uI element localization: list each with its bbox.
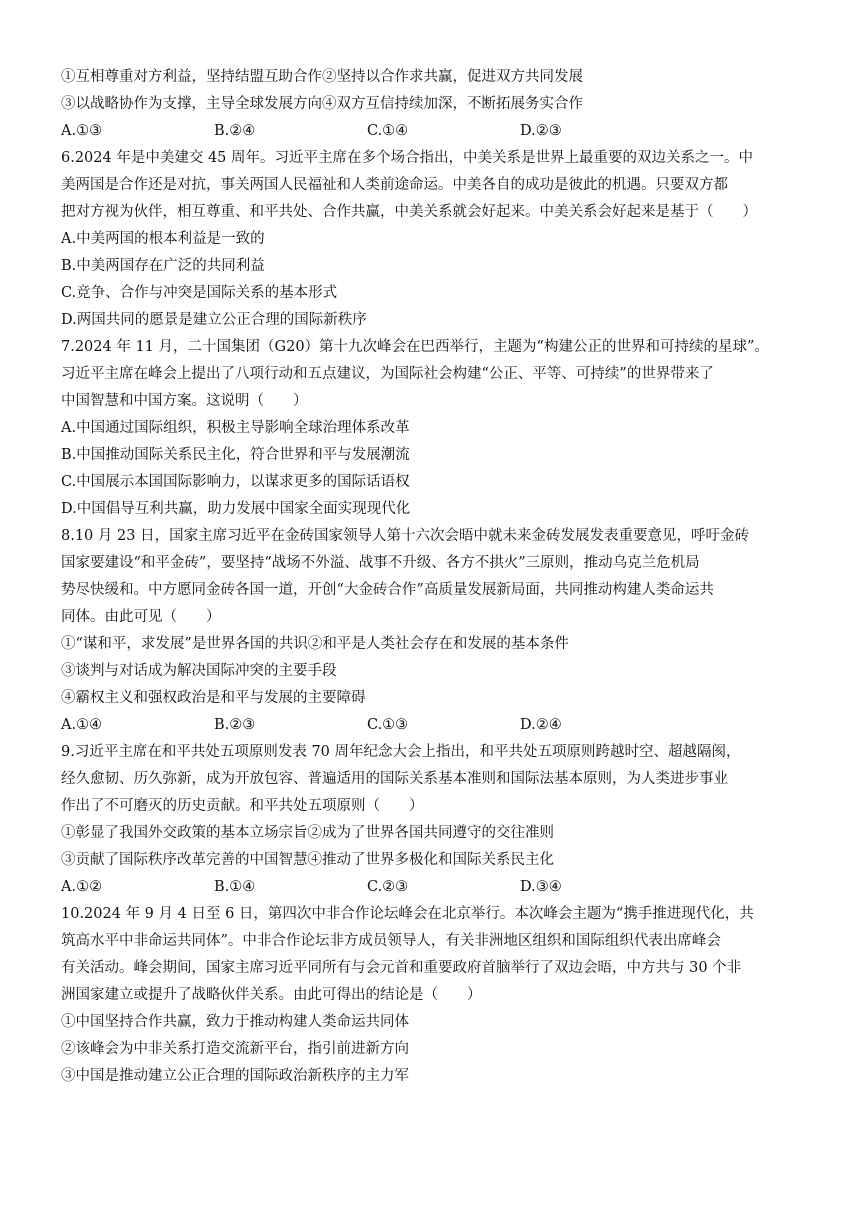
q8-stem-line: 势尽快缓和。中方愿同金砖各国一道，开创“大金砖合作”高质量发展新局面，共同推动构建人类命运共 — [61, 582, 714, 598]
q8-stem-line: 国家要建设“和平金砖”，要坚持“战场不外溢、战事不升级、各方不拱火”三原则，推动乌克兰危机局 — [61, 555, 700, 571]
q6-option-c: C.竞争、合作与冲突是国际关系的基本形式 — [61, 285, 338, 301]
option-d: D.②③ — [520, 123, 562, 139]
option-b: B.②④ — [214, 123, 256, 139]
q7-stem-line: 7.2024 年 11 月，二十国集团（G20）第十九次峰会在巴西举行，主题为“构建公正的世界和可持续的星球”。 — [61, 339, 769, 355]
q9-stem-line: 经久愈韧、历久弥新，成为开放包容、普遍适用的国际关系基本准则和国际法基本原则，为人类进步事业 — [61, 771, 728, 787]
q7-stem-line: 习近平主席在峰会上提出了八项行动和五点建议，为国际社会构建“公正、平等、可持续”的世界带来了 — [61, 366, 714, 382]
q10-stem-line: 有关活动。峰会期间，国家主席习近平同所有与会元首和重要政府首脑举行了双边会晤，中方共与 30 个非 — [61, 960, 742, 976]
option-a: A.①④ — [61, 717, 103, 733]
q5-statement-line: ①互相尊重对方利益，坚持结盟互助合作②坚持以合作求共赢，促进双方共同发展 — [61, 69, 583, 85]
option-b: B.①④ — [214, 879, 256, 895]
q8-statement-line: ①“谋和平，求发展”是世界各国的共识②和平是人类社会存在和发展的基本条件 — [61, 636, 569, 652]
q5-options — [61, 118, 821, 145]
q9-stem-line: 作出了不可磨灭的历史贡献。和平共处五项原则（ ） — [61, 798, 424, 814]
q7-stem-line: 中国智慧和中国方案。这说明（ ） — [61, 393, 308, 409]
option-b: B.②③ — [214, 717, 256, 733]
option-d: D.③④ — [520, 879, 562, 895]
q9-statement-line: ③贡献了国际秩序改革完善的中国智慧④推动了世界多极化和国际关系民主化 — [61, 852, 554, 868]
q8-stem-line: 8.10 月 23 日，国家主席习近平在金砖国家领导人第十六次会晤中就未来金砖发展发表重要意见，呼吁金砖 — [61, 528, 750, 544]
q10-stem-line: 筑高水平中非命运共同体”。中非合作论坛非方成员领导人，有关非洲地区组织和国际组织代表出席峰会 — [61, 933, 721, 949]
q8-options — [61, 712, 821, 739]
q6-stem-line: 6.2024 年是中美建交 45 周年。习近平主席在多个场合指出，中美关系是世界上最重要的双边关系之一。中 — [61, 150, 754, 166]
q8-stem-line: 同体。由此可见（ ） — [61, 609, 221, 625]
q9-options — [61, 874, 821, 901]
q6-stem-line: 美两国是合作还是对抗，事关两国人民福祉和人类前途命运。中美各自的成功是彼此的机遇。只要双方都 — [61, 177, 728, 193]
q7-option-d: D.中国倡导互利共赢，助力发展中国家全面实现现代化 — [61, 501, 411, 517]
q5-statement-line: ③以战略协作为支撑，主导全球发展方向④双方互信持续加深，不断拓展务实合作 — [61, 96, 583, 112]
q7-option-c: C.中国展示本国国际影响力，以谋求更多的国际话语权 — [61, 474, 410, 490]
option-c: C.①③ — [367, 717, 409, 733]
option-a: A.①③ — [61, 123, 103, 139]
q6-option-d: D.两国共同的愿景是建立公正合理的国际新秩序 — [61, 312, 367, 328]
option-a: A.①② — [61, 879, 103, 895]
q10-statement-line: ①中国坚持合作共赢，致力于推动构建人类命运共同体 — [61, 1014, 409, 1030]
q7-option-a: A.中国通过国际组织，积极主导影响全球治理体系改革 — [61, 420, 410, 436]
q9-statement-line: ①彰显了我国外交政策的基本立场宗旨②成为了世界各国共同遵守的交往准则 — [61, 825, 554, 841]
q9-stem-line: 9.习近平主席在和平共处五项原则发表 70 周年纪念大会上指出，和平共处五项原则跨越时空、超越隔阂， — [61, 744, 741, 760]
option-d: D.②④ — [520, 717, 562, 733]
q7-option-b: B.中国推动国际关系民主化，符合世界和平与发展潮流 — [61, 447, 410, 463]
q6-option-a: A.中美两国的根本利益是一致的 — [61, 231, 265, 247]
option-c: C.①④ — [367, 123, 409, 139]
q6-stem-line: 把对方视为伙伴，相互尊重、和平共处、合作共赢，中美关系就会好起来。中美关系会好起来是基于（ ） — [61, 204, 757, 220]
exam-page — [61, 64, 821, 1090]
q10-statement-line: ②该峰会为中非关系打造交流新平台，指引前进新方向 — [61, 1041, 409, 1057]
q10-stem-line: 洲国家建立或提升了战略伙伴关系。由此可得出的结论是（ ） — [61, 987, 482, 1003]
q8-statement-line: ③谈判与对话成为解决国际冲突的主要手段 — [61, 663, 337, 679]
q8-statement-line: ④霸权主义和强权政治是和平与发展的主要障碍 — [61, 690, 366, 706]
q10-stem-line: 10.2024 年 9 月 4 日至 6 日，第四次中非合作论坛峰会在北京举行。本次峰会主题为“携手推进现代化，共 — [61, 906, 754, 922]
q10-statement-line: ③中国是推动建立公正合理的国际政治新秩序的主力军 — [61, 1068, 409, 1084]
q6-option-b: B.中美两国存在广泛的共同利益 — [61, 258, 265, 274]
option-c: C.②③ — [367, 879, 409, 895]
